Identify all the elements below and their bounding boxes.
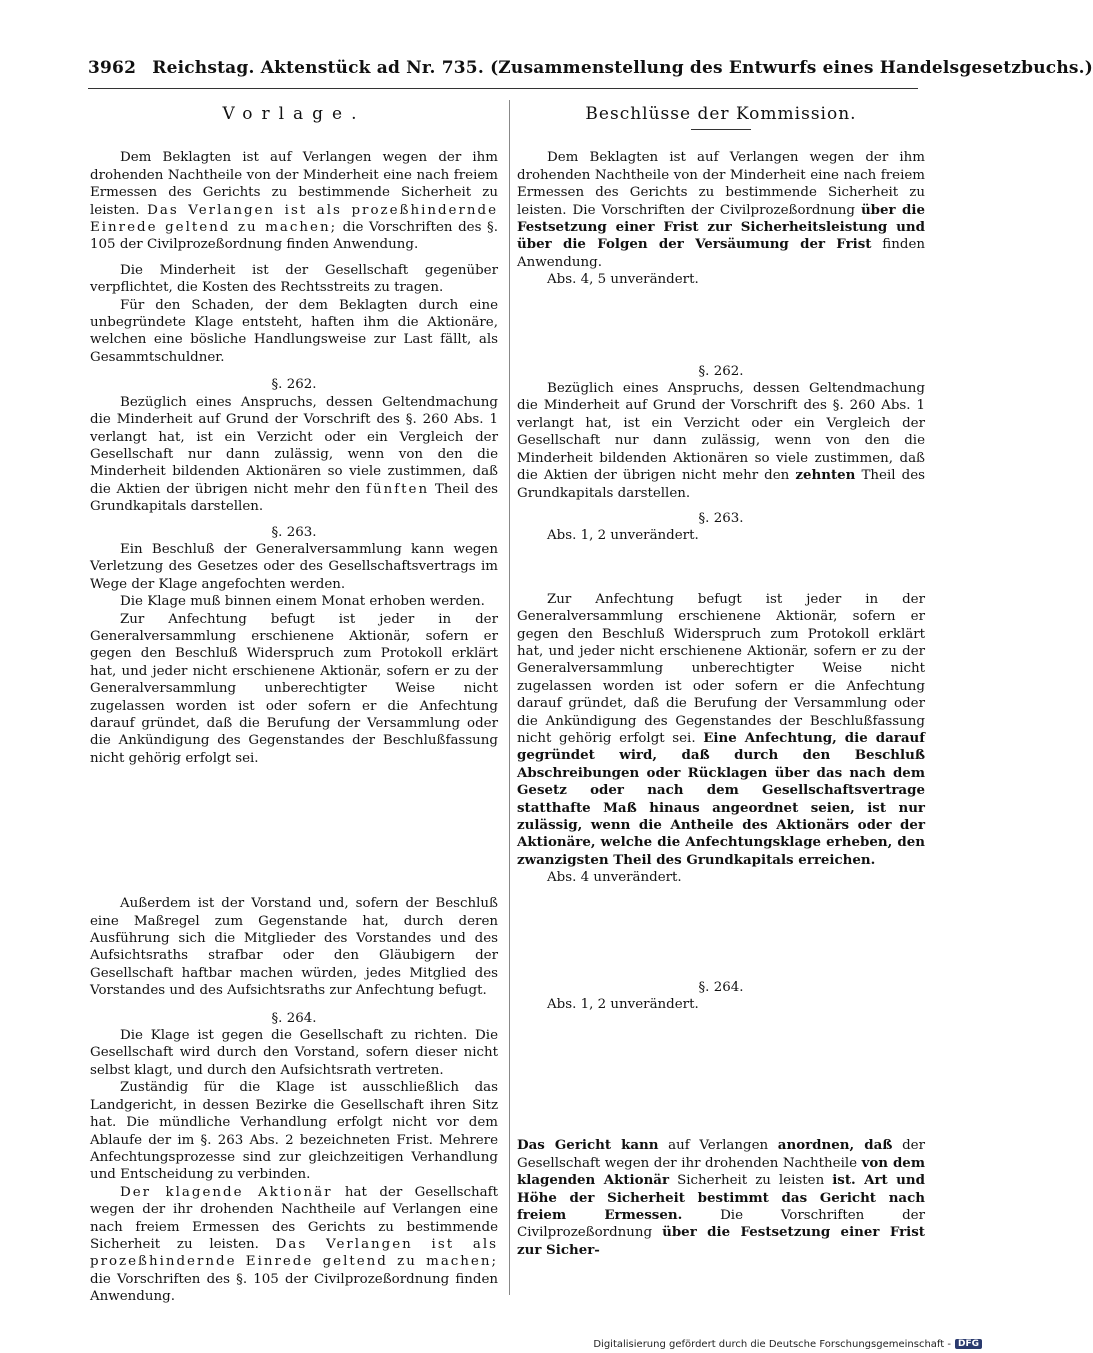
left-p11-spaced-text-2: Das Verlangen ist als prozeßhindernde Einrede geltend zu machen; bbox=[90, 1236, 498, 1270]
section-heading-262: §. 262. bbox=[271, 377, 317, 393]
right-paragraph bbox=[517, 380, 925, 502]
left-p11-text: hat der Gesellschaft wegen der ihr drohenden Nachtheile auf Verlangen eine nach freiem Ermessen des Gerichts zu bestimmende Sicherheit zu leisten. bbox=[90, 1184, 498, 1252]
right-p8-bold-1: Das Gericht kann bbox=[517, 1137, 659, 1154]
left-paragraph bbox=[90, 1184, 498, 1306]
right-p8-text-4: Die Vorschriften der Civilprozeßordnung bbox=[517, 1208, 925, 1241]
right-p8-bold-2: anordnen, daß bbox=[777, 1137, 893, 1154]
left-paragraph: Die Minderheit ist der Gesellschaft gegenüber verpflichtet, die Kosten des Rechtsstreits zu tragen. bbox=[90, 262, 498, 296]
dfg-logo-icon: DFG bbox=[955, 1339, 982, 1349]
right-p1-text: Dem Beklagten ist auf Verlangen wegen der ihm drohenden Nachtheile von der Minderheit eine nach freiem Ermessen des Gerichts zu bestimmende Sicherheit zu leisten. Die Vorschriften der Civilprozeßordnung bbox=[517, 150, 925, 218]
running-header bbox=[88, 58, 1093, 89]
left-p1-text: Dem Beklagten ist auf Verlangen wegen der ihm drohenden Nachtheile von der Minderheit eine nach freiem Ermessen des Gerichts zu bestimmende Sicherheit zu leisten. bbox=[90, 150, 498, 218]
right-p3-bold-text: zehnten bbox=[795, 467, 856, 484]
left-column-title: Vorlage. bbox=[222, 104, 366, 124]
left-paragraph: Ein Beschluß der Generalversammlung kann wegen Verletzung des Gesetzes oder des Gesellschaftsvertrags im Wege der Klage angefochten werden. bbox=[90, 541, 498, 592]
page-number: 3962 bbox=[88, 58, 137, 78]
section-heading-264: §. 264. bbox=[698, 979, 744, 995]
right-p8-text-3: Sicherheit zu leisten bbox=[669, 1173, 833, 1189]
left-column-vorlage bbox=[90, 100, 498, 1305]
left-paragraph: Die Klage ist gegen die Gesellschaft zu richten. Die Gesellschaft wird durch den Vorstand, sofern dieser nicht selbst klagt, und durch den Aufsichtsrath vertreten. bbox=[90, 1028, 498, 1078]
left-p4-spaced-text: fünften bbox=[366, 481, 430, 497]
right-p1-tail: finden Anwendung. bbox=[517, 237, 925, 270]
section-heading-262: §. 262. bbox=[698, 363, 744, 379]
right-p1-bold-text: über die Festsetzung einer Frist zur Sicherheitsleistung und über die Folgen der Versäumung der Frist bbox=[517, 201, 925, 253]
left-p4-text: Bezüglich eines Anspruchs, dessen Geltendmachung die Minderheit auf Grund der Vorschrift des §. 260 Abs. 1 verlangt hat, ist ein Verzicht oder ein Vergleich der Gesellschaft nur dann zulässig, wenn von den die Minderheit bildenden Aktionären so viele zustimmen, daß die Aktien der übrigen nicht mehr den bbox=[90, 394, 498, 497]
left-p1-tail: die Vorschriften des §. 105 der Civilprozeßordnung finden Anwendung. bbox=[90, 220, 498, 253]
right-paragraph bbox=[517, 591, 925, 870]
right-p5-text: Zur Anfechtung befugt ist jeder in der Generalversammlung erschienene Aktionär, sofern er gegen den Beschluß Widerspruch zum Protokoll erklärt hat, und jeder nicht erschienene Aktionär, sofern er zu der Generalversammlung unberechtigter Weise nicht zugelassen worden ist oder sofern er die Anfechtung darauf gründet, daß die Berufung der Versammlung oder die Ankündigung des Gegenstandes der Beschlußfassung nicht gehörig erfolgt sei. bbox=[517, 591, 925, 746]
left-paragraph: Zuständig für die Klage ist ausschließlich das Landgericht, in dessen Bezirke die Gesellschaft ihren Sitz hat. Die mündliche Verhandlung erfolgt nicht vor dem Ablaufe der im §. 263 Abs. 2 bezeichneten Frist. Mehrere Anfechtungsprozesse sind zur gleichzeitigen Verhandlung und Entscheidung zu verbinden. bbox=[90, 1080, 498, 1183]
left-paragraph bbox=[90, 149, 498, 253]
left-p4-tail: Theil des Grundkapitals darstellen. bbox=[90, 481, 498, 515]
footer-text: Digitalisierung gefördert durch die Deutsche Forschungsgemeinschaft - bbox=[593, 1338, 951, 1350]
left-p11-spaced-text: Der klagende Aktionär bbox=[120, 1184, 333, 1200]
right-paragraph: Abs. 1, 2 unverändert. bbox=[547, 997, 699, 1013]
left-p1-spaced-text: Das Verlangen ist als prozeßhindernde Einrede geltend zu machen; bbox=[90, 202, 498, 236]
right-paragraph: Abs. 1, 2 unverändert. bbox=[547, 528, 699, 544]
right-p8-bold-5: über die Festsetzung einer Frist zur Sicher- bbox=[517, 1224, 925, 1258]
right-paragraph bbox=[517, 1137, 925, 1259]
column-divider bbox=[509, 100, 510, 1295]
digitization-footer bbox=[593, 1337, 982, 1351]
right-p3-text: Bezüglich eines Anspruchs, dessen Geltendmachung die Minderheit auf Grund der Vorschrift des §. 260 Abs. 1 verlangt hat, ist ein Verzicht oder ein Vergleich der Gesellschaft nur dann zulässig, wenn von den die Minderheit bildenden Aktionären so viele zustimmen, daß die Aktien der übrigen nicht mehr den bbox=[517, 381, 925, 484]
right-p8-text-2: der Gesellschaft wegen der ihr drohenden Nachtheile bbox=[517, 1138, 925, 1171]
section-heading-263: §. 263. bbox=[698, 510, 744, 526]
left-paragraph: Die Klage muß binnen einem Monat erhoben werden. bbox=[120, 594, 485, 610]
left-paragraph: Zur Anfechtung befugt ist jeder in der Generalversammlung erschienene Aktionär, sofern er gegen den Beschluß Widerspruch zum Protokoll erklärt hat, und jeder nicht erschienene Aktionär, sofern er zu der Generalversammlung unberechtigter Weise nicht zugelassen worden ist oder sofern er die Anfechtung darauf gründet, daß die Berufung der Versammlung oder die Ankündigung des Gegenstandes der Beschlußfassung nicht gehörig erfolgt sei. bbox=[90, 611, 498, 766]
right-column-title: Beschlüsse der Kommission. bbox=[585, 104, 857, 124]
right-p5-bold-text: Eine Anfechtung, die darauf gegründet wird, daß durch den Beschluß Abschreibungen oder Rücklagen über das nach dem Gesetz oder nach dem Gesellschaftsvertrage statthafte Maß hinaus angeordnet seien, ist nur zulässig, wenn die Antheile des Aktionärs oder der Aktionäre, welche die Anfechtungsklage erheben, den zwanzigsten Theil des Grundkapitals erreichen. bbox=[517, 729, 926, 868]
right-paragraph bbox=[517, 149, 925, 271]
section-heading-263: §. 263. bbox=[271, 524, 317, 540]
left-p11-tail: die Vorschriften des §. 105 der Civilprozeßordnung finden Anwendung. bbox=[90, 1271, 498, 1305]
left-paragraph bbox=[90, 394, 498, 516]
left-paragraph: Außerdem ist der Vorstand und, sofern der Beschluß eine Maßregel zum Gegenstande hat, durch deren Ausführung sich die Mitglieder des Vorstandes und des Aufsichtsraths strafbar oder den Gläubigern der Gesellschaft haftbar machen würden, jedes Mitglied des Vorstandes und des Aufsichtsraths zur Anfechtung befugt. bbox=[90, 896, 498, 999]
right-p8-text-1: auf Verlangen bbox=[658, 1138, 778, 1154]
running-title: Reichstag. Aktenstück ad Nr. 735. (Zusammenstellung des Entwurfs eines Handelsgesetzbuchs.) bbox=[152, 58, 1093, 78]
right-p3-tail: Theil des Grundkapitals darstellen. bbox=[517, 468, 925, 501]
right-p8-bold-4: ist. Art und Höhe der Sicherheit bestimmt das Gericht nach freiem Ermessen. bbox=[517, 1172, 926, 1224]
section-heading-264: §. 264. bbox=[271, 1010, 317, 1026]
right-column-beschluesse bbox=[517, 100, 925, 1290]
right-paragraph: Abs. 4 unverändert. bbox=[547, 870, 682, 886]
left-paragraph: Für den Schaden, der dem Beklagten durch eine unbegründete Klage entsteht, haften ihm die Aktionäre, welchen eine bösliche Handlungsweise zur Last fällt, als Gesammtschuldner. bbox=[90, 297, 498, 365]
right-p8-bold-3: von dem klagenden Aktionär bbox=[517, 1154, 925, 1189]
right-paragraph: Abs. 4, 5 unverändert. bbox=[547, 272, 699, 288]
